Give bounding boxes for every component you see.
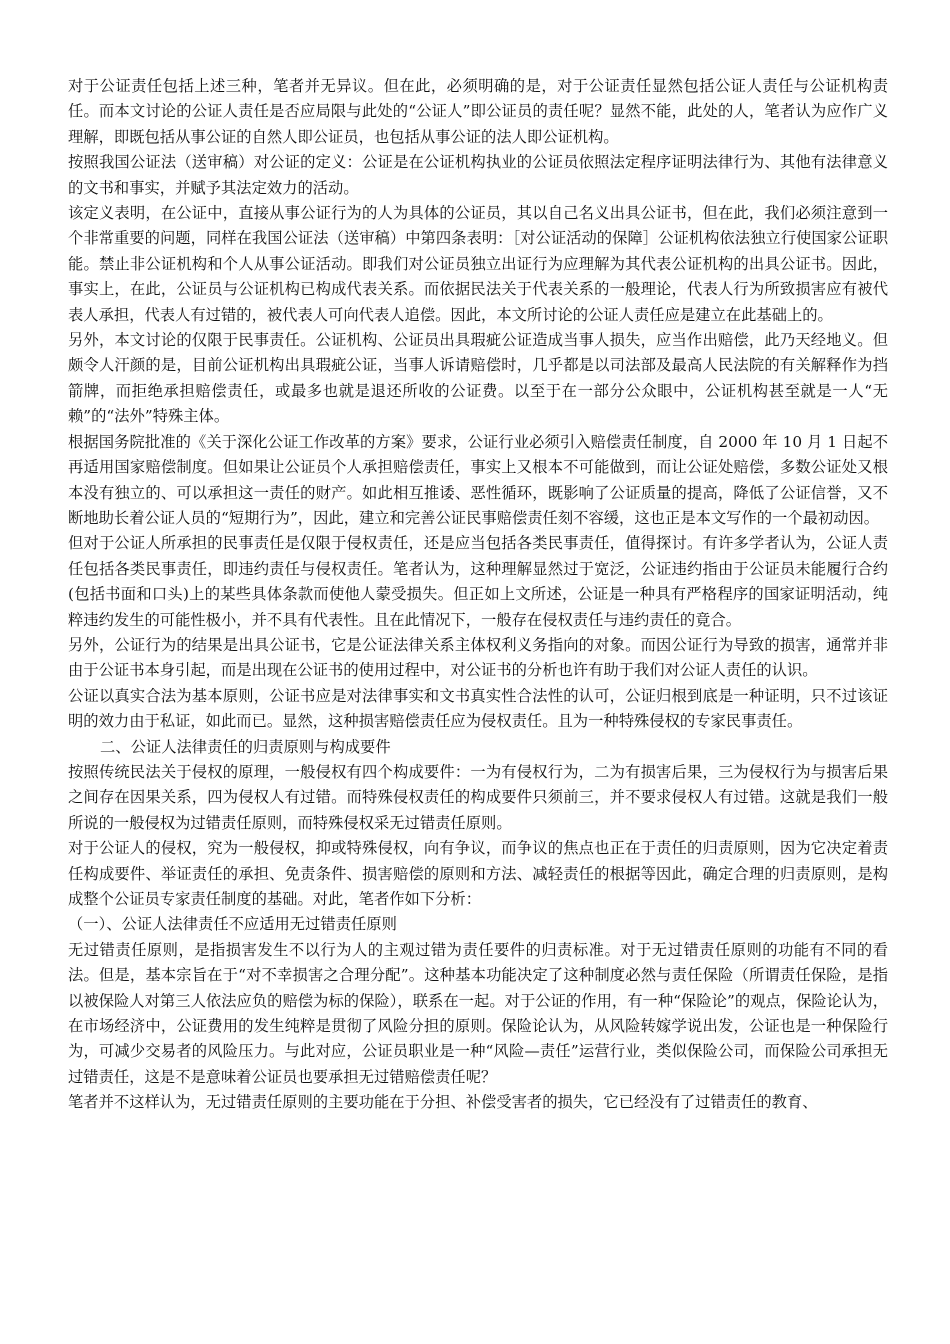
paragraph-representation: 该定义表明，在公证中，直接从事公证行为的人为具体的公证员，其以自己名义出具公证书，但在此，我们必须注意到一个非常重要的问题，同样在我国公证法（送审稿）中第四条表明：［对公证活动的保障］公证机构依法独立行使国家公证职能。禁止非公证机构和个人从事公证活动。即我们对公证员独立出证行为应理解为其代表公证机构的出具公证书。因此，事实上，在此，公证员与公证机构已构成代表关系。而依据民法关于代表关系的一般理论，代表人行为所致损害应有被代表人承担，代表人有过错的，被代表人可向代表人追偿。因此，本文所讨论的公证人责任应是建立在此基础上的。 bbox=[68, 204, 888, 324]
subsection-heading: （一）、公证人法律责任不应适用无过错责任原则 bbox=[68, 915, 397, 934]
paragraph-expert-liability: 公证以真实合法为基本原则，公证书应是对法律事实和文书真实性合法性的认可，公证归根到底是一种证明，只不过该证明的效力由于私证，如此而已。显然，这种损害赔偿责任应为侵权责任。且为一种特殊侵权的专家民事责任。 bbox=[68, 686, 888, 731]
paragraph-author-view: 笔者并不这样认为，无过错责任原则的主要功能在于分担、补偿受害者的损失，它已经没有了过错责任的教育、 bbox=[68, 1093, 818, 1112]
paragraph-tort-elements: 按照传统民法关于侵权的原理，一般侵权有四个构成要件：一为有侵权行为，二为有损害后果，三为侵权行为与损害后果之间存在因果关系，四为侵权人有过错。而特殊侵权责任的构成要件只须前三，并不要求侵权人有过错。这就是我们一般所说的一般侵权为过错责任原则，而特殊侵权采无过错责任原则。 bbox=[68, 762, 888, 832]
paragraph-tort-vs-contract: 但对于公证人所承担的民事责任是仅限于侵权责任，还是应当包括各类民事责任，值得探讨。有许多学者认为，公证人责任包括各类民事责任，即违约责任与侵权责任。笔者认为，这种理解显然过于宽泛，公证违约指由于公证员未能履行合约(包括书面和口头)上的某些具体条款而使他人蒙受损失。但正如上文所述，公证是一种具有严格程序的国家证明活动，纯粹违约发生的可能性极小，并不具有代表性。且在此情况下，一般存在侵权责任与违约责任的竟合。 bbox=[68, 534, 888, 629]
paragraph-reform-plan: 根据国务院批准的《关于深化公证工作改革的方案》要求，公证行业必须引入赔偿责任制度，自 2000 年 10 月 1 日起不再适用国家赔偿制度。但如果让公证员个人承担赔偿责任，事实上又根本不可能做到，而让公证处赔偿，多数公证处又根本没有独立的、可以承担这一责任的财产。如此相互推诿、恶性循环，既影响了公证质量的提高，降低了公证信誉，又不断地助长着公证人员的“短期行为”，因此，建立和完善公证民事赔偿责任刻不容缓，这也正是本文写作的一个最初动因。 bbox=[68, 432, 888, 527]
paragraph-no-fault-principle: 无过错责任原则，是指损害发生不以行为人的主观过错为责任要件的归责标准。对于无过错责任原则的功能有不同的看法。但是，基本宗旨在于“对不幸损害之合理分配”。这种基本功能决定了这种制度必然与责任保险（所谓责任保险，是指以被保险人对第三人依法应负的赔偿为标的保险），联系在一起。对于公证的作用，有一种“保险论”的观点，保险论认为，在市场经济中，公证费用的发生纯粹是贯彻了风险分担的原则。保险论认为，从风险转嫁学说出发，公证也是一种保险行为，可减少交易者的风险压力。与此对应，公证员职业是一种“风险—责任”运营行业，类似保险公司，而保险公司承担无过错责任，这是不是意味着公证员也要承担无过错赔偿责任呢？ bbox=[68, 940, 888, 1086]
section-heading: 二、公证人法律责任的归责原则与构成要件 bbox=[100, 737, 391, 756]
paragraph-scope: 对于公证责任包括上述三种，笔者并无异议。但在此，必须明确的是，对于公证责任显然包括公证人责任与公证机构责任。而本文讨论的公证人责任是否应局限与此处的“公证人”即公证员的责任呢？显然不能，此处的人，笔者认为应作广义理解，即既包括从事公证的自然人即公证员，也包括从事公证的法人即公证机构。 bbox=[68, 77, 888, 146]
paragraph-definition: 按照我国公证法（送审稿）对公证的定义：公证是在公证机构执业的公证员依照法定程序证明法律行为、其他有法律意义的文书和事实，并赋予其法定效力的活动。 bbox=[68, 153, 888, 197]
paragraph-imputation-dispute: 对于公证人的侵权，究为一般侵权，抑或特殊侵权，向有争议，而争议的焦点也正在于责任的归责原则，因为它决定着责任构成要件、举证责任的承担、免责条件、损害赔偿的原则和方法、减轻责任的根据等因此，确定合理的归责原则，是构成整个公证员专家责任制度的基础。对此，笔者作如下分析： bbox=[68, 839, 888, 908]
paragraph-civil-liability: 另外，本文讨论的仅限于民事责任。公证机构、公证员出具瑕疵公证造成当事人损失，应当作出赔偿，此乃天经地义。但颇令人汗颜的是，目前公证机构出具瑕疵公证，当事人诉请赔偿时，几乎都是以司法部及最高人民法院的有关解释作为挡箭牌，而拒绝承担赔偿责任，或最多也就是退还所收的公证费。以至于在一部分公众眼中，公证机构甚至就是一人“无赖”的“法外”特殊主体。 bbox=[68, 331, 888, 426]
paragraph-notarial-certificate: 另外，公证行为的结果是出具公证书，它是公证法律关系主体权利义务指向的对象。而因公证行为导致的损害，通常并非由于公证书本身引起，而是出现在公证书的使用过程中，对公证书的分析也许有助于我们对公证人责任的认识。 bbox=[68, 635, 888, 680]
document-body bbox=[68, 74, 888, 1116]
